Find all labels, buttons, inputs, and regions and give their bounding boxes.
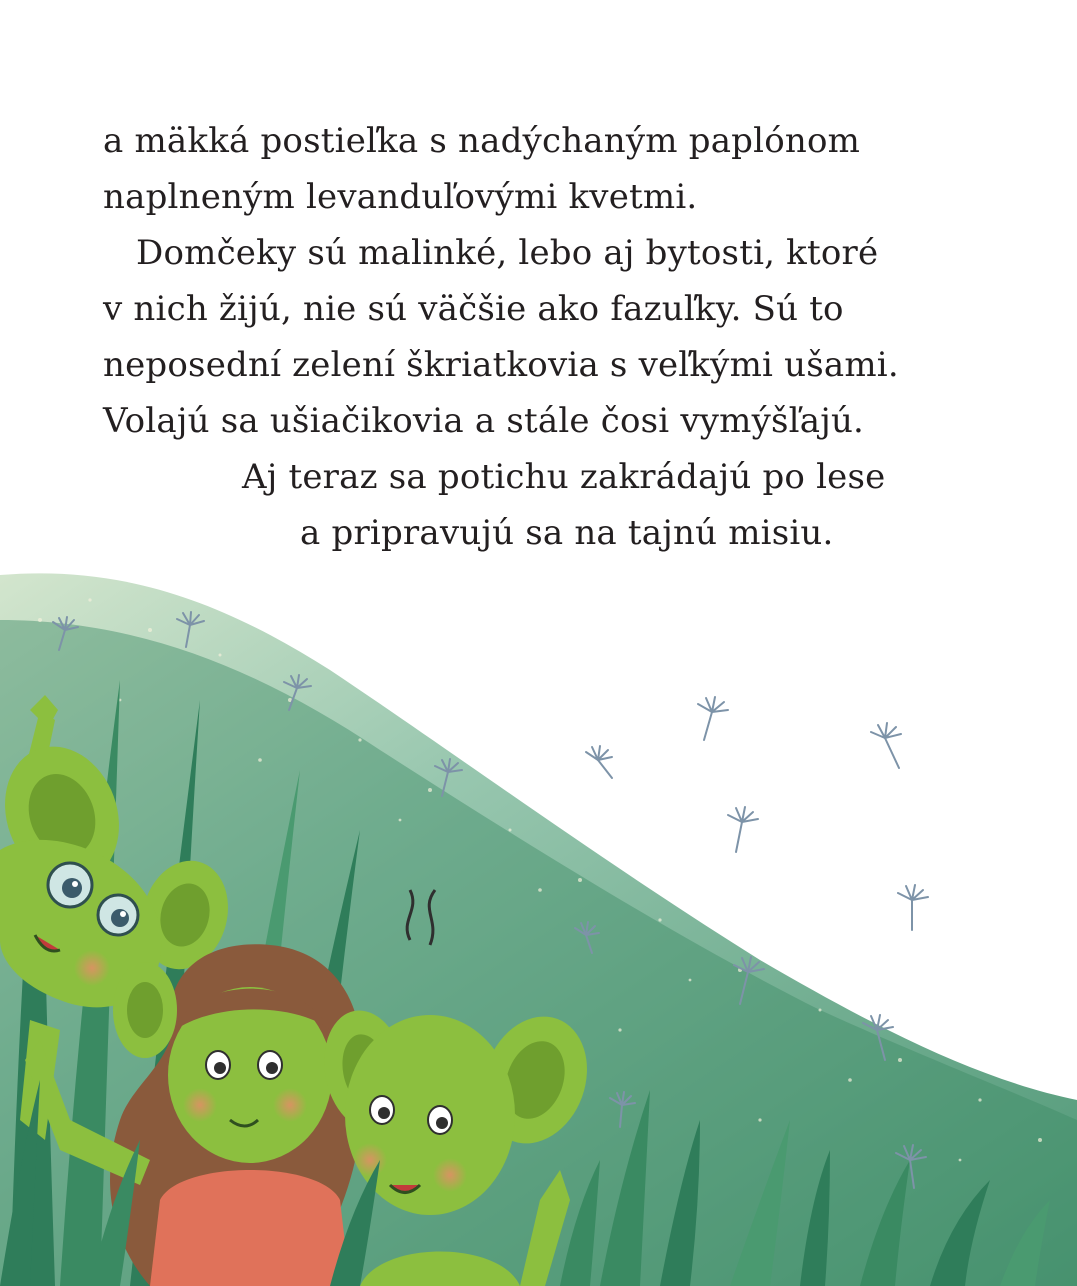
- illustration-svg: [0, 560, 1077, 1286]
- story-line: neposední zelení škriatkovia s veľkými ušami.: [103, 345, 899, 385]
- story-line: v nich žijú, nie sú väčšie ako fazuľky. Sú to: [103, 289, 844, 329]
- meadow-illustration: [0, 560, 1077, 1286]
- story-line: naplneným levanduľovými kvetmi.: [103, 177, 698, 217]
- story-line: Volajú sa ušiačikovia a stále čosi vymýšľajú.: [103, 401, 865, 441]
- story-line: Domčeky sú malinké, lebo aj bytosti, ktoré: [136, 233, 879, 273]
- story-line: Aj teraz sa potichu zakrádajú po lese: [242, 457, 886, 497]
- story-text: [0, 0, 1077, 560]
- story-line: a pripravujú sa na tajnú misiu.: [300, 513, 834, 553]
- story-line: a mäkká postieľka s nadýchaným paplónom: [103, 121, 861, 161]
